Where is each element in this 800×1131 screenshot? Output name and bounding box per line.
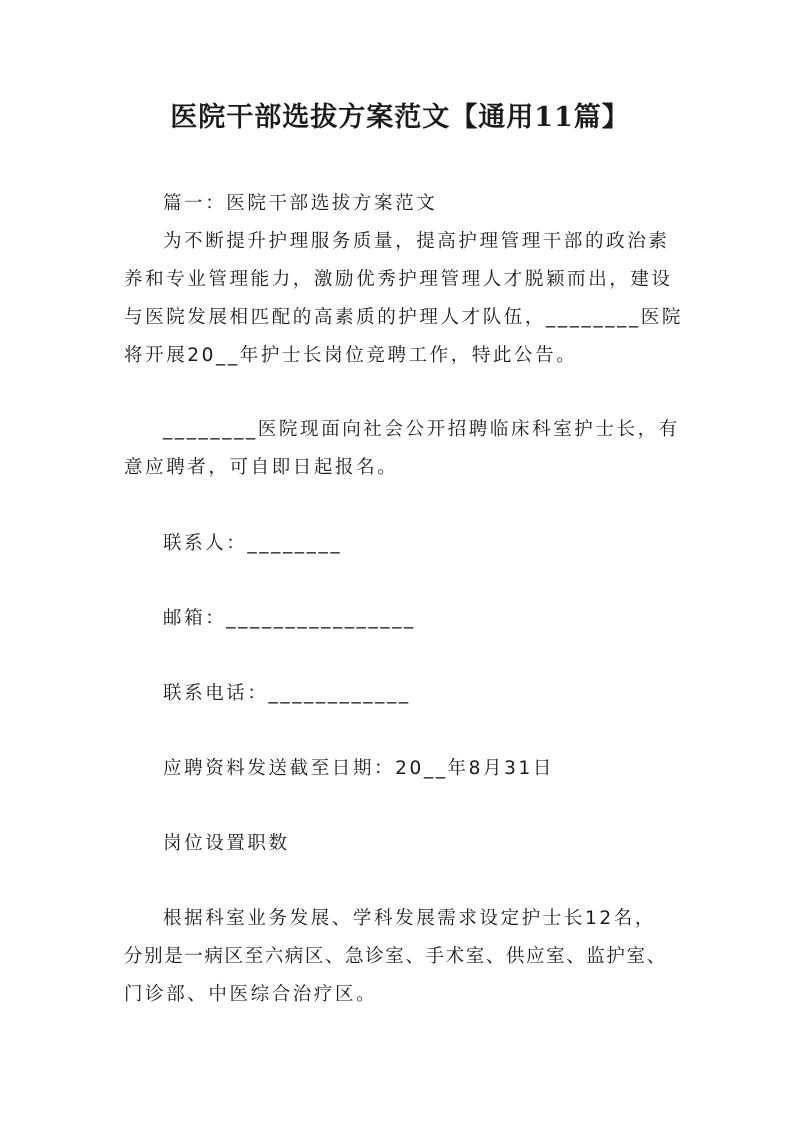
paragraph-line: 分别是一病区至六病区、急诊室、手术室、供应室、监护室、 [124, 946, 667, 967]
section-heading: 篇一：医院干部选拔方案范文 [163, 193, 438, 214]
paragraph-line: 根据科室业务发展、学科发展需求设定护士长12名， [163, 908, 656, 929]
document-title: 医院干部选拔方案范文【通用11篇】 [170, 102, 630, 133]
paragraph-line: 意应聘者，可自即日起报名。 [124, 457, 399, 478]
paragraph-line: 养和专业管理能力，激励优秀护理管理人才脱颖而出，建设 [124, 269, 673, 290]
email-line: 邮箱：________________ [163, 608, 416, 629]
paragraph-line: 与医院发展相匹配的高素质的护理人才队伍，________医院 [124, 307, 684, 328]
contact-person: 联系人：________ [163, 533, 343, 554]
paragraph-line: 将开展20__年护士长岗位竞聘工作，特此公告。 [124, 345, 578, 366]
phone-line: 联系电话：____________ [163, 683, 411, 704]
paragraph-line: ________医院现面向社会公开招聘临床科室护士长，有 [163, 419, 680, 440]
paragraph-line: 门诊部、中医综合治疗区。 [124, 984, 378, 1005]
paragraph-line: 为不断提升护理服务质量，提高护理管理干部的政治素 [163, 231, 670, 252]
deadline-line: 应聘资料发送截至日期：20__年8月31日 [163, 758, 554, 779]
section-subtitle: 岗位设置职数 [163, 833, 290, 854]
